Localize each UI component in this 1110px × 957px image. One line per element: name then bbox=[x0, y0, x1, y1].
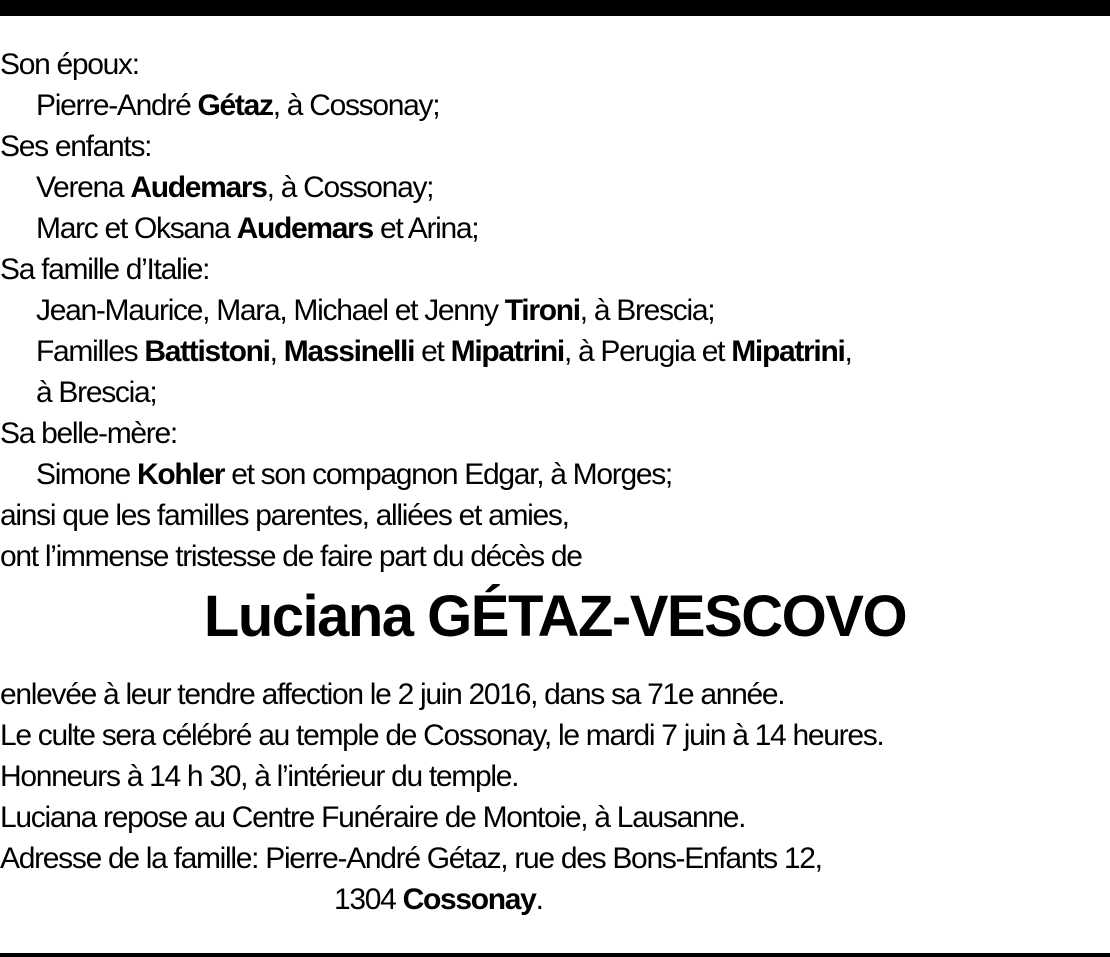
relative-group-heading: Ses enfants: bbox=[0, 130, 152, 163]
relatives-section bbox=[0, 44, 1110, 495]
family-name: Mipatrini bbox=[731, 335, 845, 368]
text-segment: et Arina; bbox=[372, 212, 479, 245]
text-segment: , bbox=[269, 335, 284, 368]
text-segment: Marc et Oksana bbox=[36, 212, 237, 245]
family-name: Massinelli bbox=[283, 335, 415, 368]
relative-group-heading: Sa belle-mère: bbox=[0, 417, 177, 450]
detail-line: Honneurs à 14 h 30, à l’intérieur du temple. bbox=[0, 760, 519, 793]
text-segment: , à Brescia; bbox=[579, 294, 715, 327]
family-name: Battistoni bbox=[144, 335, 270, 368]
family-name: Gétaz bbox=[197, 89, 273, 122]
top-rule bbox=[0, 0, 1110, 16]
relative-group-heading: Sa famille d’Italie: bbox=[0, 253, 210, 286]
detail-line: Luciana repose au Centre Funéraire de Montoie, à Lausanne. bbox=[0, 801, 746, 834]
relative-line bbox=[0, 454, 1110, 495]
obituary-notice bbox=[0, 44, 1110, 920]
relative-line bbox=[0, 290, 1110, 331]
deceased-name: Luciana GÉTAZ-VESCOVO bbox=[203, 584, 907, 649]
family-address-line: Adresse de la famille: Pierre-André Gétaz, rue des Bons-Enfants 12, bbox=[0, 842, 822, 875]
relative-line bbox=[0, 331, 1110, 372]
text-segment: , à Cossonay; bbox=[266, 171, 434, 204]
text-segment: Jean-Maurice, Mara, Michael et Jenny bbox=[36, 294, 505, 327]
text-segment: Pierre-André bbox=[36, 89, 198, 122]
text-segment: à Brescia; bbox=[36, 376, 157, 409]
detail-line: enlevée à leur tendre affection le 2 juin 2016, dans sa 71e année. bbox=[0, 678, 785, 711]
address-end: . bbox=[535, 883, 543, 916]
relative-line bbox=[0, 372, 1110, 413]
text-segment: , bbox=[844, 335, 852, 368]
family-name: Tironi bbox=[504, 294, 580, 327]
closing-line: ainsi que les familles parentes, alliées et amies, bbox=[0, 499, 569, 532]
family-name: Audemars bbox=[130, 171, 267, 204]
relative-line bbox=[0, 208, 1110, 249]
text-segment: et son compagnon Edgar, à Morges; bbox=[224, 458, 672, 491]
text-segment: et bbox=[414, 335, 451, 368]
deceased-name-block bbox=[0, 577, 1110, 674]
text-segment: Simone bbox=[36, 458, 137, 491]
text-segment: Familles bbox=[36, 335, 145, 368]
relative-line bbox=[0, 167, 1110, 208]
detail-line: Le culte sera célébré au temple de Cossonay, le mardi 7 juin à 14 heures. bbox=[0, 719, 884, 752]
relative-group-heading: Son époux: bbox=[0, 48, 139, 81]
family-name: Audemars bbox=[236, 212, 373, 245]
bottom-rule bbox=[0, 953, 1110, 957]
relative-line bbox=[0, 85, 1110, 126]
text-segment: Verena bbox=[36, 171, 131, 204]
family-address-city-line bbox=[0, 879, 1110, 920]
closing-line: ont l’immense tristesse de faire part du décès de bbox=[0, 540, 582, 573]
text-segment: , à Perugia et bbox=[563, 335, 732, 368]
family-name: Mipatrini bbox=[450, 335, 564, 368]
family-name: Kohler bbox=[136, 458, 225, 491]
address-postcode: 1304 bbox=[334, 883, 403, 916]
address-city: Cossonay bbox=[402, 883, 536, 916]
text-segment: , à Cossonay; bbox=[272, 89, 440, 122]
